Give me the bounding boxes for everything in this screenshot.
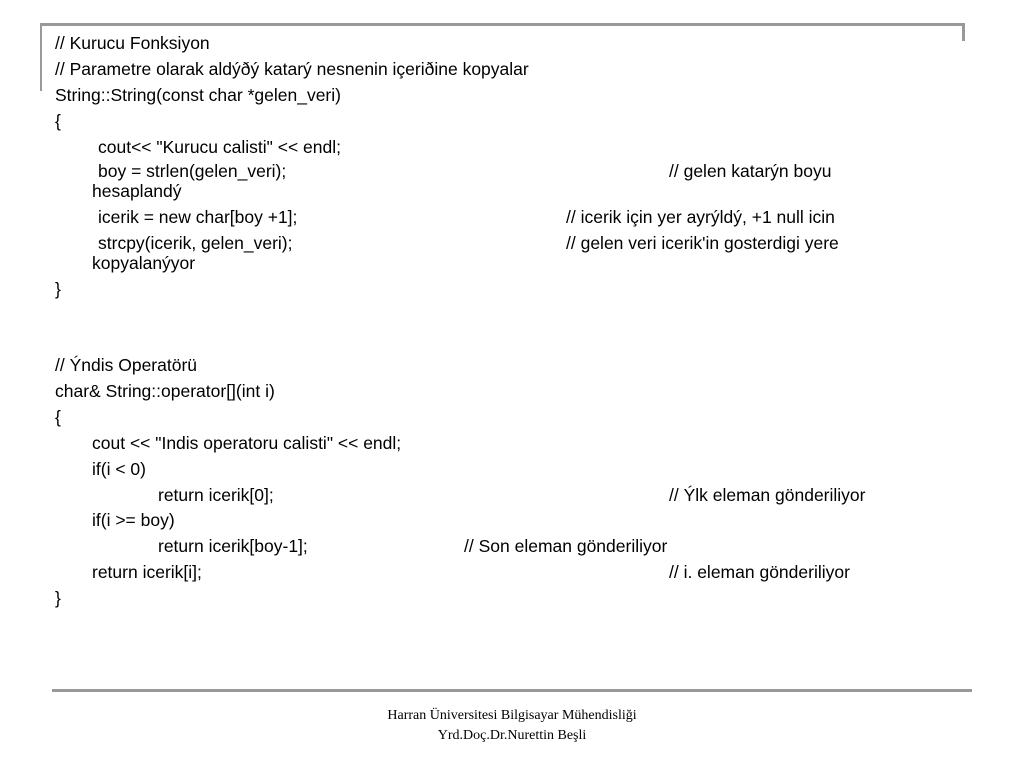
operator-line-return1-code: return icerik[0];	[158, 485, 274, 505]
slide-frame-right-rule	[962, 23, 965, 41]
operator-line-return3-code: return icerik[i];	[92, 562, 202, 582]
constructor-open-brace: {	[55, 111, 61, 131]
slide-frame-left-rule	[40, 23, 42, 91]
operator-line-cout: cout << "Indis operatoru calisti" << endl;	[92, 433, 402, 453]
operator-close-brace: }	[55, 588, 61, 608]
constructor-line-icerik-comment: // icerik için yer ayrýldý, +1 null icin	[566, 207, 835, 227]
constructor-line-icerik-code: icerik = new char[boy +1];	[98, 207, 298, 227]
operator-open-brace: {	[55, 407, 61, 427]
footer-institution: Harran Üniversitesi Bilgisayar Mühendisliği	[387, 708, 637, 723]
constructor-close-brace: }	[55, 279, 61, 299]
constructor-line-strcpy-comment: // gelen veri icerik'in gosterdigi yere	[566, 233, 839, 253]
operator-line-if2: if(i >= boy)	[92, 510, 175, 530]
constructor-line-boy-comment: // gelen katarýn boyu	[669, 161, 832, 181]
constructor-comment-title: // Kurucu Fonksiyon	[55, 33, 210, 53]
constructor-line-boy-comment-cont: hesaplandý	[92, 181, 182, 201]
footer-rule	[52, 689, 972, 692]
constructor-line-boy-code: boy = strlen(gelen_veri);	[98, 161, 287, 181]
constructor-line-cout: cout<< "Kurucu calisti" << endl;	[98, 137, 341, 157]
constructor-line-strcpy-comment-cont: kopyalanýyor	[92, 253, 196, 273]
slide-frame-top-rule	[40, 23, 964, 26]
operator-line-return2-code: return icerik[boy-1];	[158, 536, 308, 556]
operator-line-return2-comment: // Son eleman gönderiliyor	[464, 536, 668, 556]
operator-line-return3-comment: // i. eleman gönderiliyor	[669, 562, 850, 582]
operator-line-if1: if(i < 0)	[92, 459, 146, 479]
constructor-line-strcpy-code: strcpy(icerik, gelen_veri);	[98, 233, 293, 253]
operator-signature: char& String::operator[](int i)	[55, 381, 275, 401]
constructor-comment-desc: // Parametre olarak aldýðý katarý nesnenin içeriðine kopyalar	[55, 59, 529, 79]
footer-author: Yrd.Doç.Dr.Nurettin Beşli	[437, 728, 587, 743]
operator-comment-title: // Ýndis Operatörü	[55, 355, 198, 375]
operator-line-return1-comment: // Ýlk eleman gönderiliyor	[669, 485, 866, 505]
constructor-signature: String::String(const char *gelen_veri)	[55, 85, 341, 105]
